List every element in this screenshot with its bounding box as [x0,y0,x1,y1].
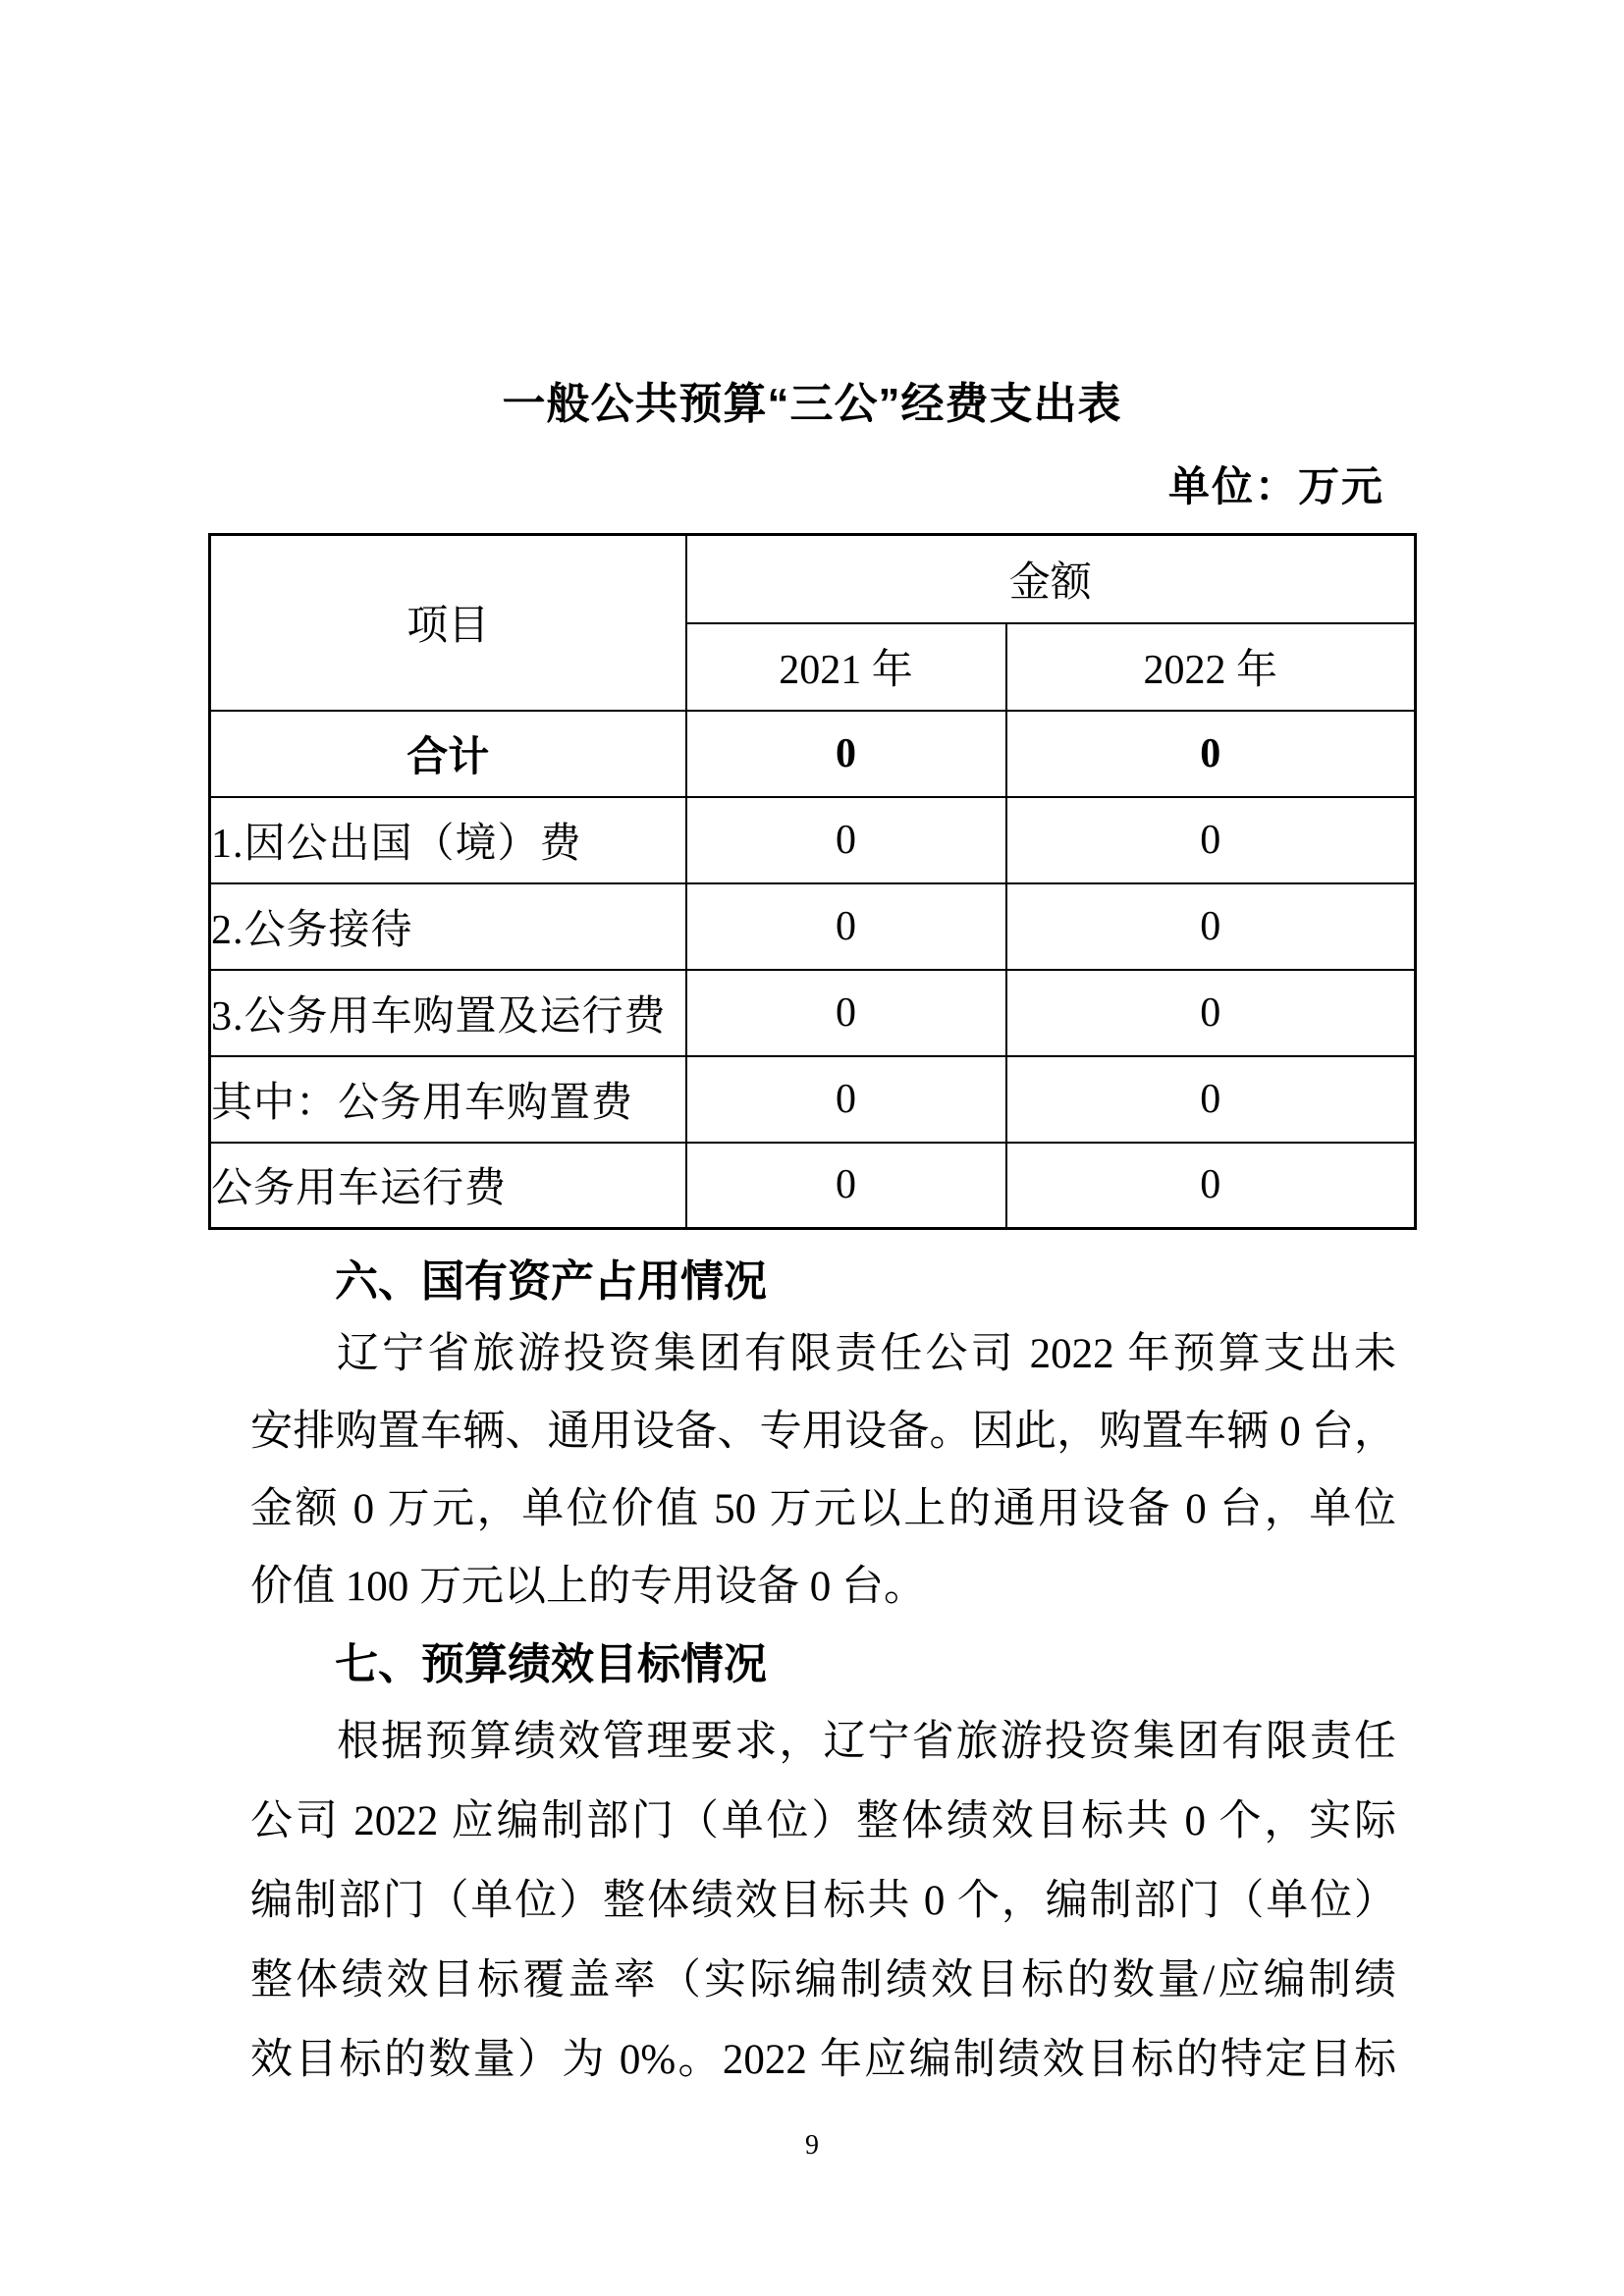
table-row-vehicle-purchase-operation [210,970,1416,1056]
value-2021: 0 [686,970,1006,1056]
table-row-vehicle-operation [210,1143,1416,1229]
text-line: 辽宁省旅游投资集团有限责任公司 2022 年预算支出未 [337,1331,1396,1377]
value-2022: 0 [1006,970,1416,1056]
table-row-abroad-fee [210,797,1416,883]
row-label: 2.公务接待 [210,883,686,970]
value-2021: 0 [686,1056,1006,1143]
unit-label: 单位：万元 [1167,463,1384,509]
value-2021: 0 [686,1143,1006,1229]
header-year-2021-cell: 2021 年 [686,623,1006,711]
text-line: 编制部门（单位）整体绩效目标共 0 个，编制部门（单位） [250,1878,1396,1924]
text-line: 价值 100 万元以上的专用设备 0 台。 [250,1564,926,1610]
value-2021: 0 [686,883,1006,970]
row-label: 公务用车运行费 [210,1143,686,1229]
page-number: 9 [805,2130,819,2161]
text-line: 安排购置车辆、通用设备、专用设备。因此，购置车辆 0 台， [250,1409,1396,1455]
document-title: 一般公共预算“三公”经费支出表 [502,380,1122,428]
row-label: 3.公务用车购置及运行费 [210,970,686,1056]
value-2021: 0 [686,797,1006,883]
three-public-expenditure-table [208,533,1417,1230]
header-item-cell: 项目 [210,535,686,711]
table-row-official-reception [210,883,1416,970]
paragraph-performance-targets [250,1702,1396,2100]
section-heading-state-assets: 六、国有资产占用情况 [335,1257,767,1306]
text-line: 根据预算绩效管理要求，辽宁省旅游投资集团有限责任 [337,1719,1396,1765]
section-heading-performance-targets: 七、预算绩效目标情况 [335,1640,767,1688]
table-row-vehicle-purchase [210,1056,1416,1143]
header-year-2022-cell: 2022 年 [1006,623,1416,711]
value-2022: 0 [1006,883,1416,970]
value-2022: 0 [1006,1056,1416,1143]
value-2022: 0 [1006,711,1416,797]
paragraph-state-assets [250,1315,1396,1626]
table-row-total [210,711,1416,797]
value-2022: 0 [1006,1143,1416,1229]
table-header-row-1 [210,535,1416,623]
header-amount-cell: 金额 [686,535,1416,623]
row-label: 其中：公务用车购置费 [210,1056,686,1143]
row-label: 1.因公出国（境）费 [210,797,686,883]
text-line: 效目标的数量）为 0%。2022 年应编制绩效目标的特定目标 [250,2037,1396,2083]
row-label: 合计 [210,711,686,797]
value-2022: 0 [1006,797,1416,883]
text-line: 整体绩效目标覆盖率（实际编制绩效目标的数量/应编制绩 [250,1957,1396,2003]
value-2021: 0 [686,711,1006,797]
text-line: 公司 2022 应编制部门（单位）整体绩效目标共 0 个，实际 [250,1798,1396,1844]
text-line: 金额 0 万元，单位价值 50 万元以上的通用设备 0 台，单位 [250,1486,1396,1532]
